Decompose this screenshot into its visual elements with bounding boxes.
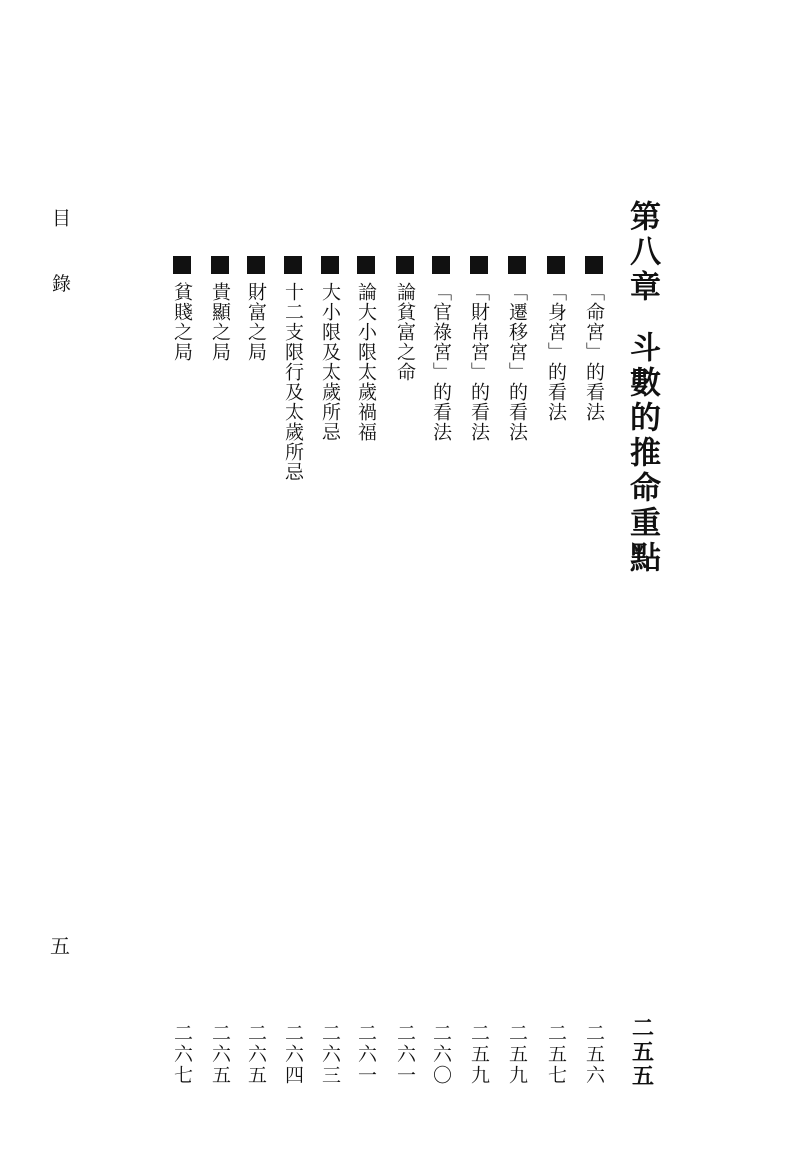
square-bullet-icon (470, 256, 488, 274)
entry-page: 二五六 (583, 1023, 605, 1086)
chapter-page: 二五五 (628, 1016, 655, 1088)
square-bullet-icon (432, 256, 450, 274)
toc-entry (546, 256, 565, 1086)
entry-title: 大小限及太歲所忌 (319, 282, 341, 442)
page-number: 五 (50, 934, 70, 958)
square-bullet-icon (508, 256, 526, 274)
heading-spacer (637, 305, 647, 331)
entry-title: 論大小限太歲禍福 (355, 282, 377, 442)
entry-page: 二五九 (468, 1023, 490, 1086)
entry-title: 「遷移宮」的看法 (506, 282, 528, 442)
toc-entry (584, 256, 603, 1086)
toc-entry (356, 256, 375, 1086)
entry-title: 「官祿宮」的看法 (430, 282, 452, 442)
square-bullet-icon (396, 256, 414, 274)
chapter-number: 第八章 (624, 200, 660, 305)
toc-entry (320, 256, 339, 1086)
square-bullet-icon (247, 256, 265, 274)
running-header: 目 錄 (49, 208, 71, 313)
entry-page: 二五七 (545, 1023, 567, 1086)
chapter-heading (624, 200, 660, 1088)
entry-title: 十二支限行及太歲所忌 (282, 282, 304, 482)
toc-entry (431, 256, 450, 1086)
toc-entry (507, 256, 526, 1086)
square-bullet-icon (357, 256, 375, 274)
entry-title: 論貧富之命 (394, 282, 416, 382)
entry-title: 「身宮」的看法 (545, 282, 567, 422)
entry-page: 二五九 (506, 1023, 528, 1086)
square-bullet-icon (547, 256, 565, 274)
square-bullet-icon (211, 256, 229, 274)
square-bullet-icon (321, 256, 339, 274)
entry-page: 二六〇 (430, 1023, 452, 1086)
chapter-title: 斗數的推命重點 (624, 331, 660, 576)
entry-page: 二六一 (355, 1023, 377, 1086)
toc-entry (283, 256, 302, 1086)
entry-title: 財富之局 (245, 282, 267, 362)
entry-page: 二六五 (245, 1023, 267, 1086)
entry-page: 二六七 (171, 1023, 193, 1086)
entry-title: 貧賤之局 (171, 282, 193, 362)
entry-title: 「命宮」的看法 (583, 282, 605, 422)
toc-entry (469, 256, 488, 1086)
entry-page: 二六五 (209, 1023, 231, 1086)
square-bullet-icon (173, 256, 191, 274)
toc-entry (395, 256, 414, 1086)
square-bullet-icon (284, 256, 302, 274)
toc-entry (172, 256, 191, 1086)
toc-entry (246, 256, 265, 1086)
entry-page: 二六一 (394, 1023, 416, 1086)
square-bullet-icon (585, 256, 603, 274)
toc-entry (210, 256, 229, 1086)
entry-page: 二六四 (282, 1023, 304, 1086)
entry-title: 「財帛宮」的看法 (468, 282, 490, 442)
entry-page: 二六三 (319, 1023, 341, 1086)
entry-title: 貴顯之局 (209, 282, 231, 362)
